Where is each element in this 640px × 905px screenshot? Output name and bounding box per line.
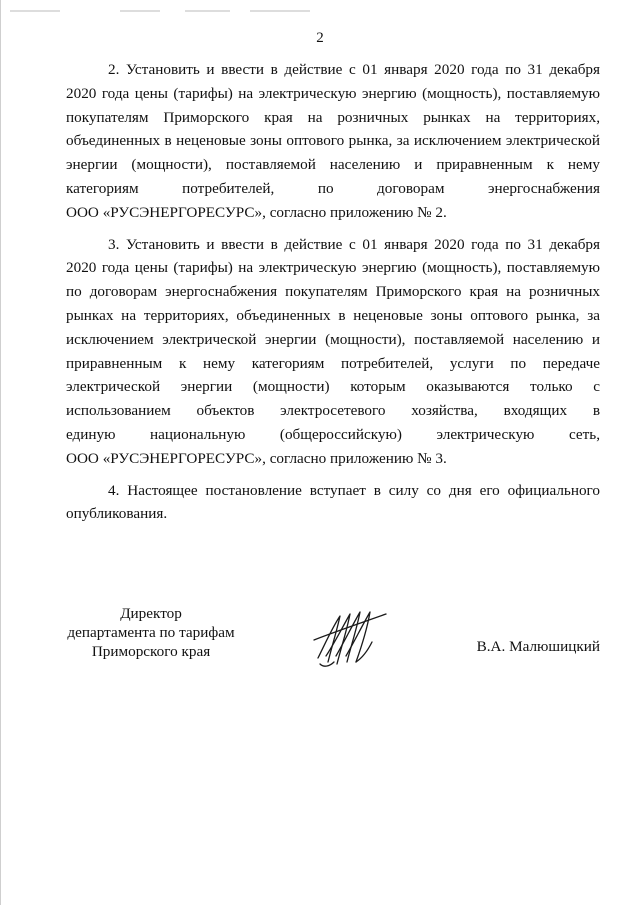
text-line: электрической энергии (мощности) которым оказываются только с [66, 378, 600, 396]
text-line: опубликования. [66, 505, 168, 523]
page-number: 2 [316, 30, 324, 46]
document-body [66, 58, 600, 534]
position-line: департамента по тарифам [67, 624, 235, 641]
text-line: 4. Настоящее постановление вступает в силу со дня его официального [108, 481, 600, 499]
text-line: 3. Установить и ввести в действие с 01 января 2020 года по 31 декабря [108, 235, 600, 253]
text-line: 2020 года цены (тарифы) на электрическую энергию (мощность), поставляемую [66, 259, 600, 277]
position-line: Директор [120, 605, 182, 622]
text-line: 2020 года цены (тарифы) на электрическую энергию (мощность), поставляемую [66, 84, 600, 102]
text-line: ООО «РУСЭНЕРГОРЕСУРС», согласно приложению № 2. [66, 203, 447, 221]
scan-top-marks [0, 0, 640, 3]
signatory-position [66, 604, 236, 661]
paragraph-2 [66, 58, 600, 225]
text-line: единую национальную (общероссийскую) электрическую сеть, [66, 425, 600, 443]
signer-name: В.А. Малюшицкий [476, 638, 600, 655]
paragraph-4 [66, 479, 600, 527]
text-line: энергии (мощности), поставляемой населению и приравненным к нему [66, 156, 600, 174]
text-line: 2. Установить и ввести в действие с 01 января 2020 года по 31 декабря [108, 61, 600, 78]
handwritten-signature [310, 606, 390, 670]
text-line: рынках на территориях, объединенных в неценовые зоны оптового рынка, за [66, 306, 600, 324]
text-line: ООО «РУСЭНЕРГОРЕСУРС», согласно приложению № 3. [66, 449, 447, 467]
text-line: использованием объектов электросетевого хозяйства, входящих в [66, 402, 600, 420]
text-line: категориям потребителей, по договорам энергоснабжения [66, 179, 600, 197]
text-line: приравненным к нему категориям потребителей, услуги по передаче [66, 354, 600, 372]
text-line: покупателям Приморского края на розничных рынках на территориях, [66, 108, 600, 126]
paragraph-3 [66, 233, 600, 471]
scan-left-edge [0, 0, 1, 905]
text-line: исключением электрической энергии (мощности), поставляемой населению и [66, 330, 600, 348]
text-line: по договорам энергоснабжения покупателям Приморского края на розничных [66, 283, 600, 301]
text-line: объединенных в неценовые зоны оптового рынка, за исключением электрической [66, 132, 600, 150]
position-line: Приморского края [91, 643, 211, 660]
